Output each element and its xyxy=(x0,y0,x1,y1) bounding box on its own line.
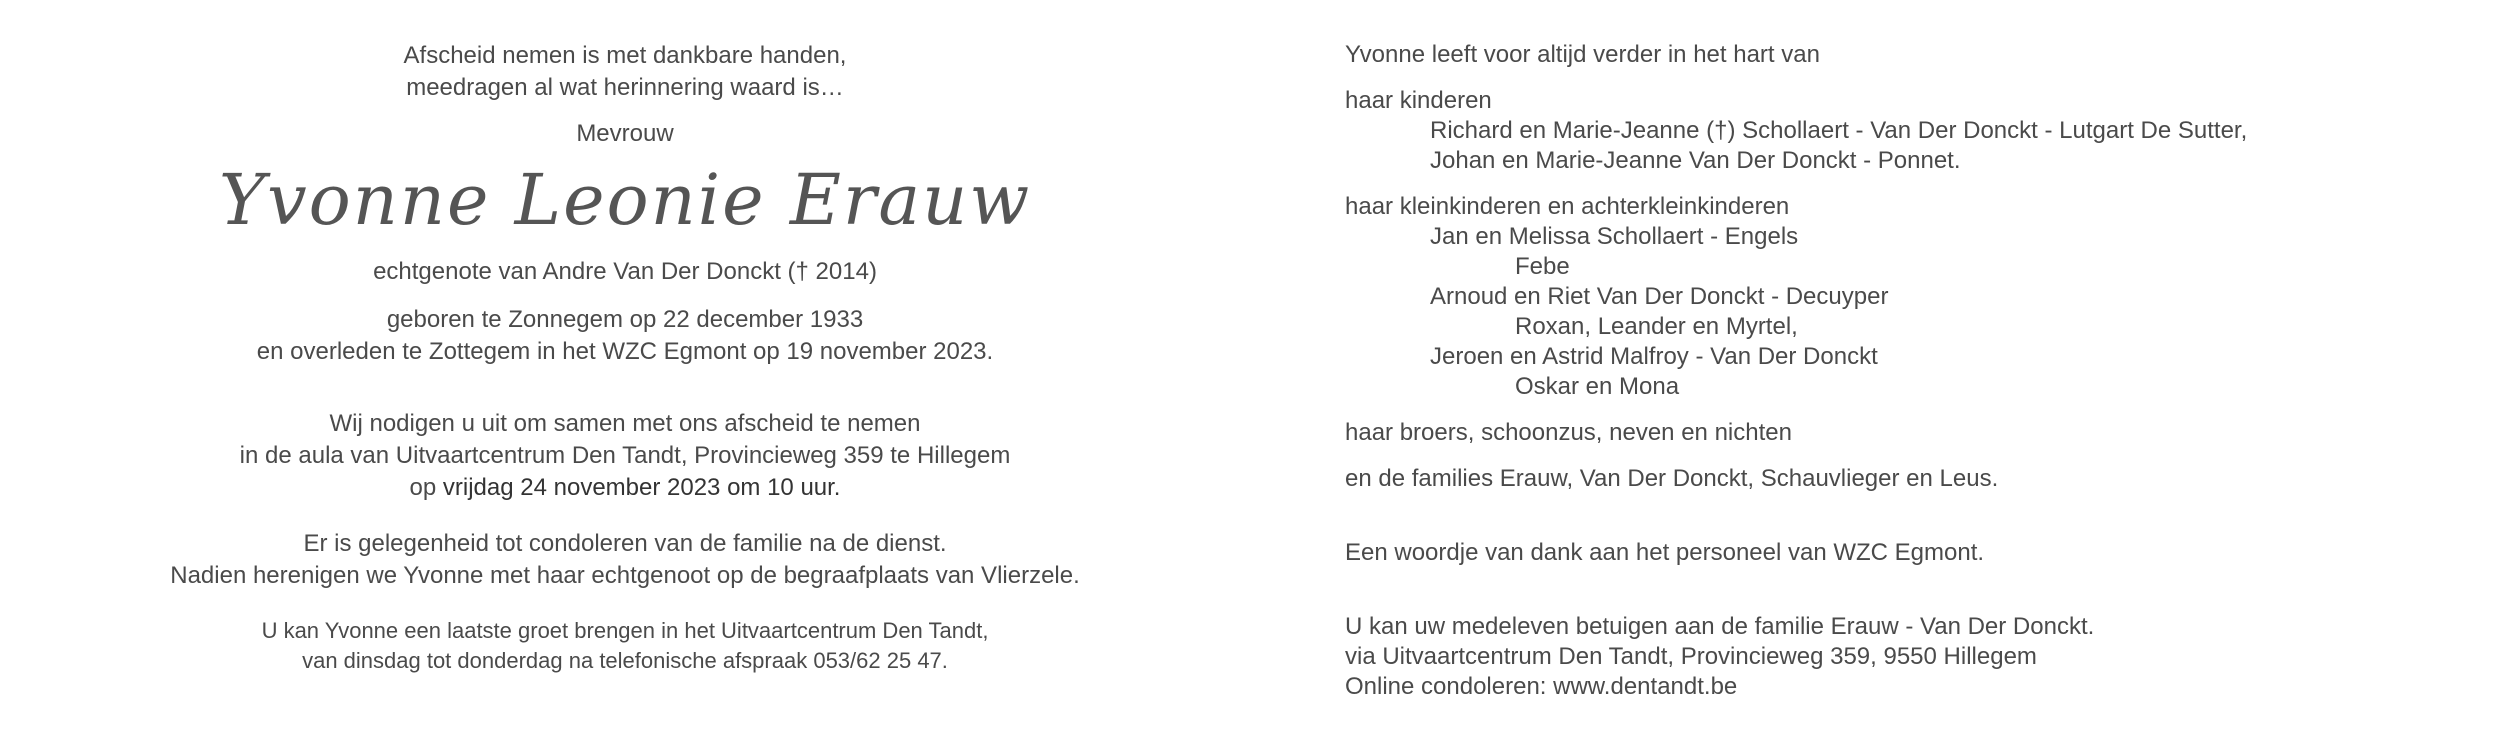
grandchild-couple: Jeroen en Astrid Malfroy - Van Der Donckt xyxy=(1430,343,1878,370)
grandchild-couple: Jan en Melissa Schollaert - Engels xyxy=(1430,223,1799,250)
birth-line: geboren te Zonnegem op 22 december 1933 xyxy=(386,306,864,333)
funeral-invitation xyxy=(150,408,1100,504)
great-grandchildren: Oskar en Mona xyxy=(1515,373,1680,400)
invite-date: vrijdag 24 november 2023 om 10 uur. xyxy=(442,474,841,501)
contact-info xyxy=(1345,612,2445,702)
death-line: en overleden te Zottegem in het WZC Egmont op 19 november 2023. xyxy=(256,338,994,365)
spouse-line: echtgenote van Andre Van Der Donckt († 2014) xyxy=(373,258,877,285)
condole-line: Er is gelegenheid tot condoleren van de familie na de dienst. xyxy=(303,530,947,557)
siblings-line: haar broers, schoonzus, neven en nichten xyxy=(1345,419,1792,446)
invite-date-prefix: op xyxy=(409,474,443,501)
thanks-line: Een woordje van dank aan het personeel van WZC Egmont. xyxy=(1345,539,1985,566)
contact-line: U kan uw medeleven betuigen aan de familie Erauw - Van Der Donckt. xyxy=(1345,613,2095,640)
intro-line: Yvonne leeft voor altijd verder in het hart van xyxy=(1345,41,1820,68)
grandchildren-title: haar kleinkinderen en achterkleinkinderen xyxy=(1345,193,1790,220)
verse xyxy=(150,40,1100,104)
contact-line: via Uitvaartcentrum Den Tandt, Provincieweg 359, 9550 Hillegem xyxy=(1345,643,2037,670)
child-line: Johan en Marie-Jeanne Van Der Donckt - Ponnet. xyxy=(1430,147,1961,174)
deceased-name: Yvonne Leonie Erauw xyxy=(218,159,1032,241)
visit-line: van dinsdag tot donderdag na telefonische afspraak 053/62 25 47. xyxy=(302,648,948,673)
children-title: haar kinderen xyxy=(1345,87,1492,114)
condolence-info xyxy=(150,528,1100,592)
families-line: en de families Erauw, Van Der Donckt, Schauvlieger en Leus. xyxy=(1345,465,1999,492)
child-line: Richard en Marie-Jeanne (†) Schollaert - Van Der Donckt - Lutgart De Sutter, xyxy=(1430,117,2248,144)
grandchild-couple: Arnoud en Riet Van Der Donckt - Decuyper xyxy=(1430,283,1889,310)
great-grandchildren: Roxan, Leander en Myrtel, xyxy=(1515,313,1798,340)
invite-date-line xyxy=(150,472,1100,504)
left-column xyxy=(150,40,1100,676)
condole-line: Nadien herenigen we Yvonne met haar echtgenoot op de begraafplaats van Vlierzele. xyxy=(170,562,1080,589)
great-grandchildren: Febe xyxy=(1515,253,1570,280)
honorific: Mevrouw xyxy=(576,120,674,147)
right-column xyxy=(1345,40,2445,702)
life-dates xyxy=(150,304,1100,368)
contact-line: Online condoleren: www.dentandt.be xyxy=(1345,673,1738,700)
verse-line: Afscheid nemen is met dankbare handen, xyxy=(403,42,847,69)
children-group xyxy=(1345,86,2445,176)
invite-line: Wij nodigen u uit om samen met ons afscheid te nemen xyxy=(329,410,921,437)
visitation-info xyxy=(150,616,1100,676)
verse-line: meedragen al wat herinnering waard is… xyxy=(406,74,844,101)
visit-line: U kan Yvonne een laatste groet brengen in het Uitvaartcentrum Den Tandt, xyxy=(261,618,989,643)
grandchildren-group xyxy=(1345,192,2445,402)
invite-line: in de aula van Uitvaartcentrum Den Tandt, Provincieweg 359 te Hillegem xyxy=(239,442,1011,469)
